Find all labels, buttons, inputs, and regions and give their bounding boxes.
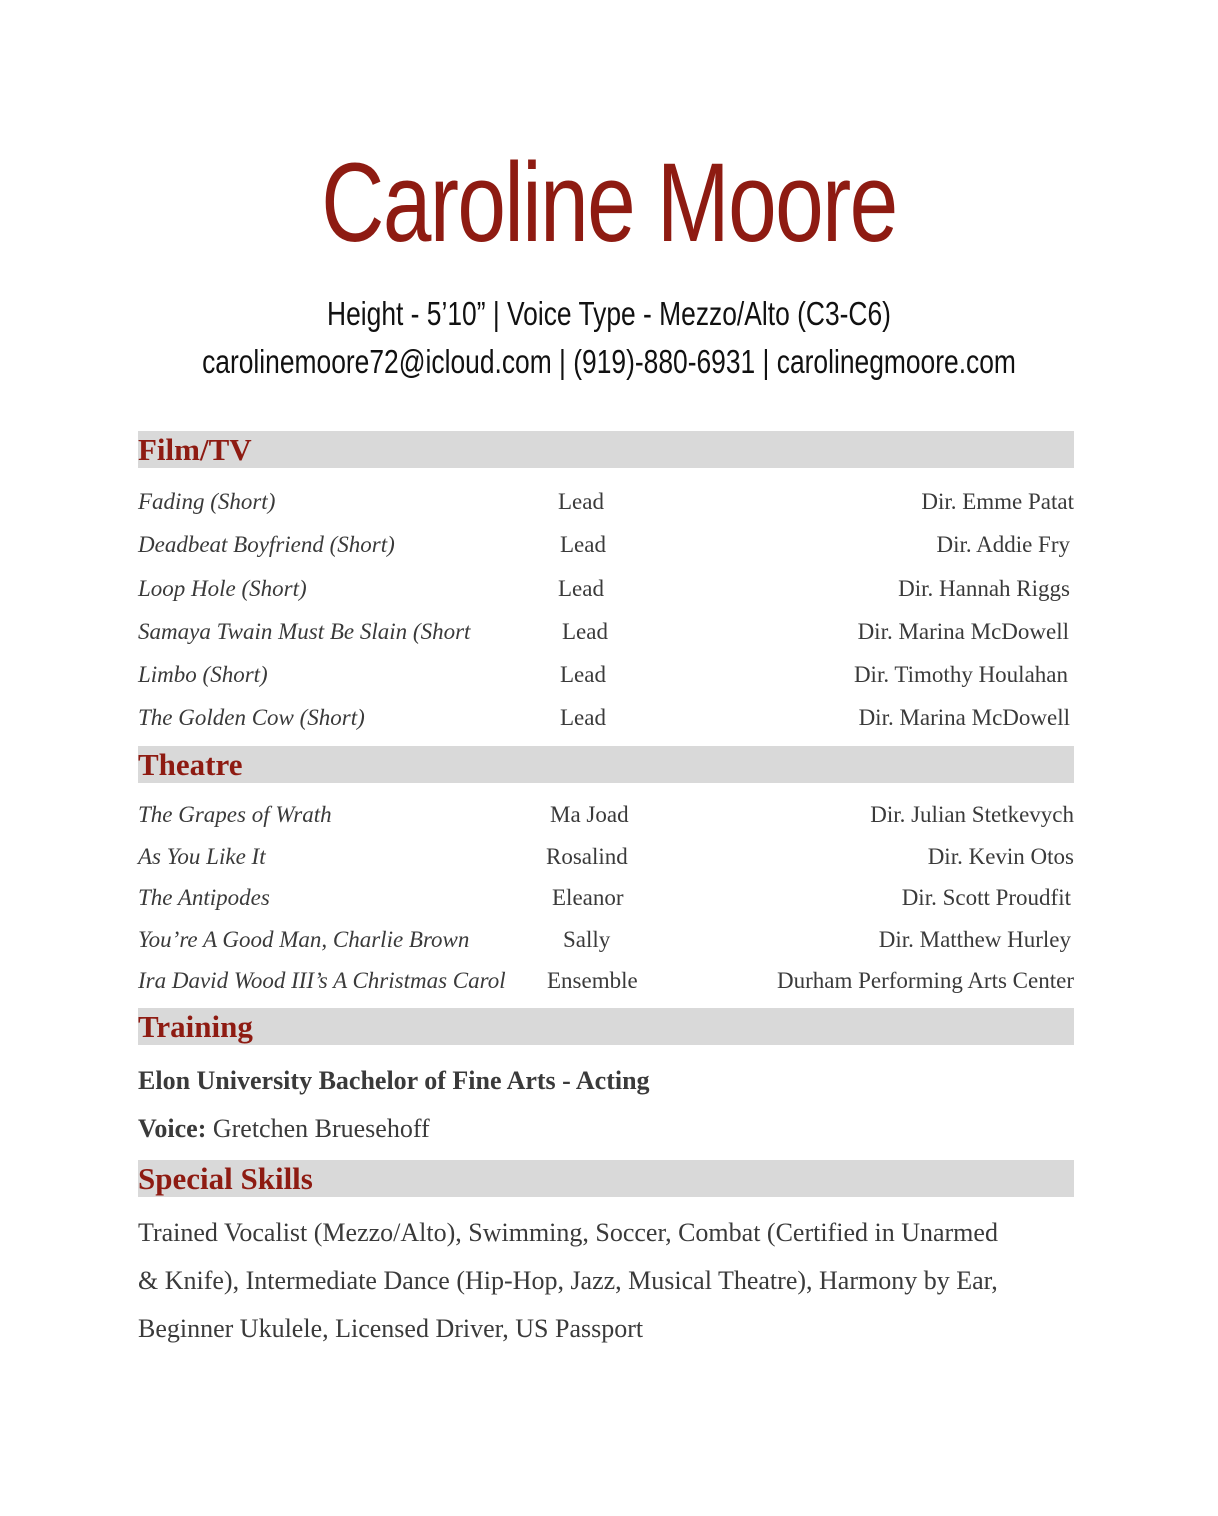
credit-title: You’re A Good Man, Charlie Brown — [138, 927, 470, 952]
credit-role: Lead — [560, 532, 606, 557]
credit-director: Dir. Scott Proudfit — [901, 885, 1071, 910]
credit-role: Rosalind — [546, 844, 628, 869]
credit-role: Lead — [560, 705, 606, 730]
theatre-row — [138, 795, 1074, 835]
section-heading-theatre: Theatre — [138, 747, 243, 782]
voice-label: Voice: — [138, 1114, 207, 1143]
section-heading-skills: Special Skills — [138, 1161, 313, 1196]
film-row — [138, 525, 1074, 565]
skills-line: & Knife), Intermediate Dance (Hip-Hop, Jazz, Musical Theatre), Harmony by Ear, — [138, 1266, 998, 1295]
section-skills — [138, 1160, 1074, 1197]
section-training — [138, 1008, 1074, 1045]
training-degree: Elon University Bachelor of Fine Arts - Acting — [138, 1066, 650, 1095]
credit-role: Lead — [558, 576, 604, 601]
credit-title: The Golden Cow (Short) — [138, 705, 365, 730]
theatre-row — [138, 878, 1074, 918]
voice-teacher: Gretchen Bruesehoff — [212, 1114, 430, 1143]
skills-line: Beginner Ukulele, Licensed Driver, US Passport — [138, 1314, 644, 1343]
credit-director: Dir. Marina McDowell — [857, 619, 1069, 644]
skills-line: Trained Vocalist (Mezzo/Alto), Swimming, Soccer, Combat (Certified in Unarmed — [138, 1218, 998, 1247]
credit-title: Deadbeat Boyfriend (Short) — [138, 532, 395, 557]
credit-director: Dir. Emme Patat — [921, 489, 1074, 514]
credit-title: Fading (Short) — [138, 489, 276, 514]
credit-role: Lead — [562, 619, 608, 644]
credit-title: Loop Hole (Short) — [138, 576, 307, 601]
credit-director: Dir. Julian Stetkevych — [870, 802, 1074, 827]
film-row — [138, 482, 1074, 522]
credit-title: The Antipodes — [138, 885, 270, 910]
credit-title: Ira David Wood III’s A Christmas Carol — [138, 968, 506, 993]
film-row — [138, 569, 1074, 609]
credit-director: Dir. Kevin Otos — [927, 844, 1074, 869]
contact-line: carolinemoore72@icloud.com | (919)-880-6931 | carolinegmoore.com — [202, 343, 1016, 380]
section-heading-film: Film/TV — [138, 432, 252, 467]
theatre-row — [138, 920, 1074, 960]
stats-line: Height - 5’10” | Voice Type - Mezzo/Alto (C3-C6) — [327, 295, 891, 332]
credit-director: Dir. Hannah Riggs — [898, 576, 1070, 601]
credit-role: Sally — [563, 927, 611, 952]
credit-director: Dir. Matthew Hurley — [878, 927, 1071, 952]
credit-title: Limbo (Short) — [138, 662, 268, 687]
section-theatre — [138, 746, 1074, 783]
credit-role: Ensemble — [547, 968, 638, 993]
credit-role: Eleanor — [552, 885, 624, 910]
credit-director: Durham Performing Arts Center — [776, 968, 1074, 993]
credit-role: Lead — [558, 489, 604, 514]
film-row — [138, 655, 1074, 695]
section-film — [138, 431, 1074, 468]
credit-title: Samaya Twain Must Be Slain (Short — [138, 619, 471, 644]
film-row — [138, 698, 1074, 738]
actor-name: Caroline Moore — [321, 140, 897, 265]
film-row — [138, 612, 1074, 652]
credit-director: Dir. Marina McDowell — [858, 705, 1070, 730]
credit-director: Dir. Timothy Houlahan — [853, 662, 1068, 687]
credit-role: Lead — [560, 662, 606, 687]
credit-director: Dir. Addie Fry — [936, 532, 1070, 557]
section-heading-training: Training — [138, 1009, 253, 1044]
credit-title: As You Like It — [138, 844, 266, 869]
credit-role: Ma Joad — [550, 802, 629, 827]
training-voice — [138, 1105, 1074, 1153]
credit-title: The Grapes of Wrath — [138, 802, 332, 827]
theatre-row — [138, 837, 1074, 877]
theatre-row — [138, 961, 1074, 1001]
